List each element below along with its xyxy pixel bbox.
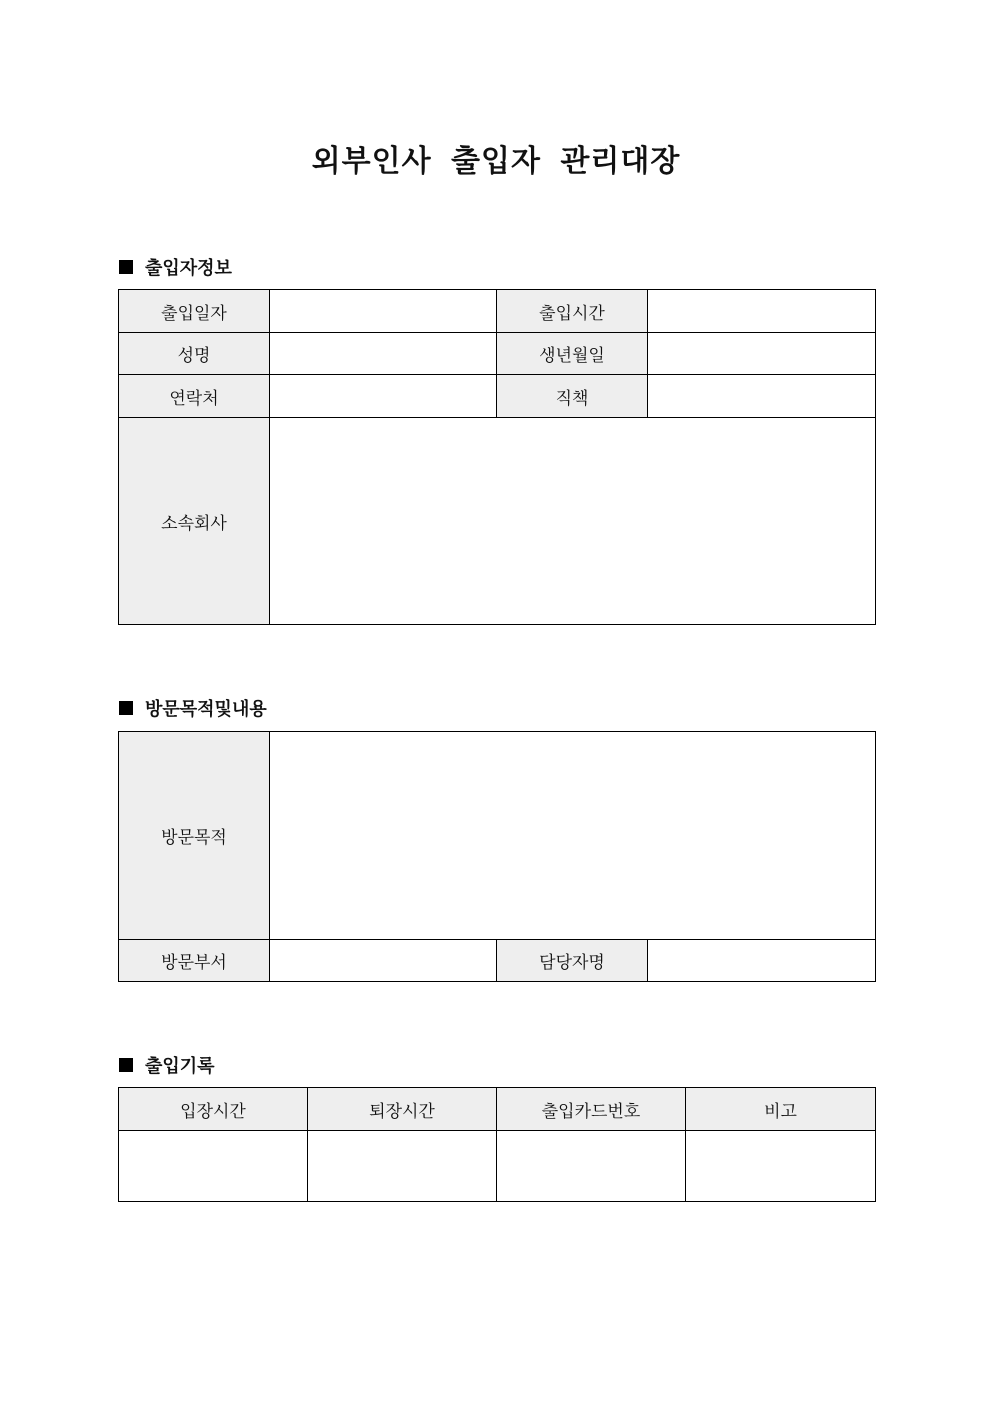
page-title: 외부인사 출입자 관리대장 (311, 144, 681, 179)
entry-date-field[interactable] (270, 290, 497, 333)
square-bullet-icon (119, 260, 133, 274)
column-header-exit-time: 퇴장시간 (308, 1088, 497, 1131)
card-number-cell[interactable] (497, 1131, 686, 1202)
square-bullet-icon (119, 701, 133, 715)
table-row (119, 290, 876, 333)
section-heading-label: 출입기록 (145, 1056, 215, 1077)
table-row (119, 418, 876, 625)
remarks-cell[interactable] (686, 1131, 876, 1202)
section-heading-visit-purpose (119, 695, 267, 721)
name-field[interactable] (270, 333, 497, 375)
entry-time-cell[interactable] (119, 1131, 308, 1202)
table-row (119, 1131, 876, 1202)
company-label: 소속회사 (119, 418, 270, 625)
column-header-entry-time: 입장시간 (119, 1088, 308, 1131)
table-row (119, 732, 876, 940)
purpose-field[interactable] (270, 732, 876, 940)
table-header-row (119, 1088, 876, 1131)
contact-field[interactable] (270, 375, 497, 418)
entry-time-field[interactable] (648, 290, 876, 333)
table-row (119, 940, 876, 982)
section-heading-visitor-info (119, 254, 232, 280)
department-field[interactable] (270, 940, 497, 982)
entry-log-table (118, 1087, 876, 1202)
birth-date-field[interactable] (648, 333, 876, 375)
visit-purpose-table (118, 731, 876, 982)
section-heading-label: 방문목적및내용 (145, 699, 267, 720)
contact-person-label: 담당자명 (497, 940, 648, 982)
table-row (119, 333, 876, 375)
table-row (119, 375, 876, 418)
department-label: 방문부서 (119, 940, 270, 982)
position-label: 직책 (497, 375, 648, 418)
contact-person-field[interactable] (648, 940, 876, 982)
visitor-info-table (118, 289, 876, 625)
entry-time-label: 출입시간 (497, 290, 648, 333)
column-header-card-number: 출입카드번호 (497, 1088, 686, 1131)
section-heading-entry-log (119, 1052, 215, 1078)
section-heading-label: 출입자정보 (145, 258, 232, 279)
name-label: 성명 (119, 333, 270, 375)
contact-label: 연락처 (119, 375, 270, 418)
column-header-remarks: 비고 (686, 1088, 876, 1131)
purpose-label: 방문목적 (119, 732, 270, 940)
square-bullet-icon (119, 1058, 133, 1072)
exit-time-cell[interactable] (308, 1131, 497, 1202)
company-field[interactable] (270, 418, 876, 625)
position-field[interactable] (648, 375, 876, 418)
birth-date-label: 생년월일 (497, 333, 648, 375)
entry-date-label: 출입일자 (119, 290, 270, 333)
